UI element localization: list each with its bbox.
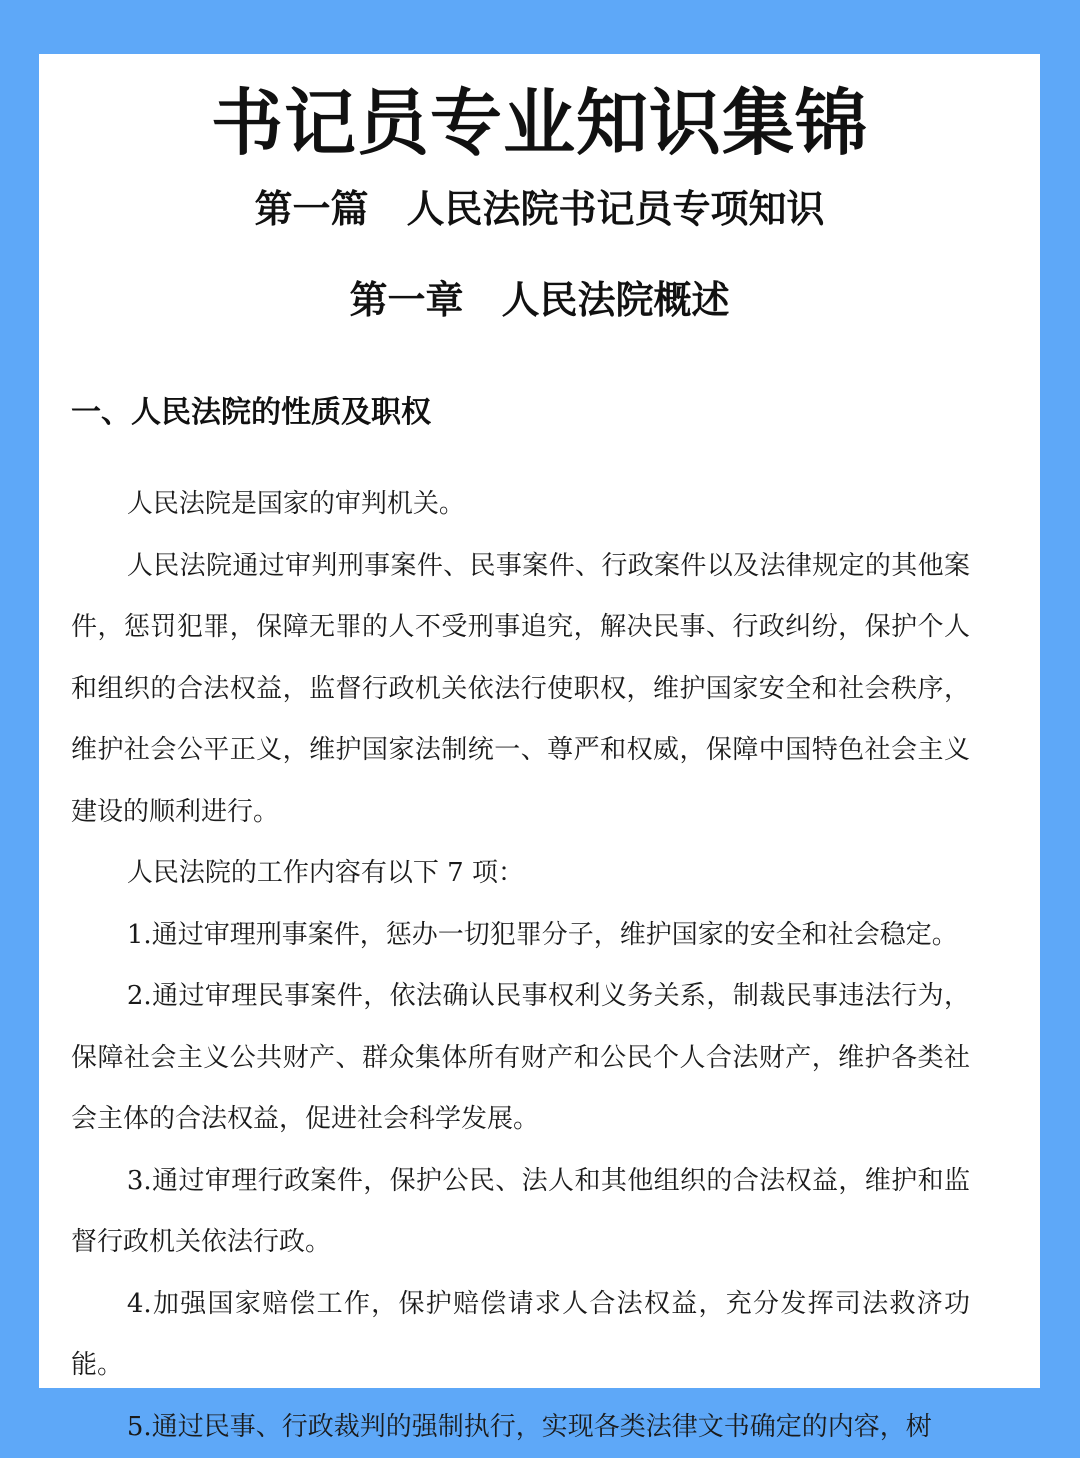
paragraph: 1.通过审理刑事案件，惩办一切犯罪分子，维护国家的安全和社会稳定。 [71, 905, 970, 967]
document-page [39, 54, 1040, 1388]
body-text [71, 474, 970, 1458]
paragraph: 5.通过民事、行政裁判的强制执行，实现各类法律文书确定的内容，树 [71, 1397, 970, 1458]
paragraph: 人民法院的工作内容有以下 7 项： [71, 843, 970, 905]
chapter-title: 第一章 人民法院概述 [39, 275, 1040, 325]
document-title: 书记员专业知识集锦 [39, 80, 1040, 166]
section-heading: 一、人民法院的性质及职权 [71, 392, 431, 434]
paragraph: 4.加强国家赔偿工作，保护赔偿请求人合法权益，充分发挥司法救济功能。 [71, 1274, 970, 1397]
paragraph: 人民法院通过审判刑事案件、民事案件、行政案件以及法律规定的其他案件，惩罚犯罪，保障无罪的人不受刑事追究，解决民事、行政纠纷，保护个人和组织的合法权益，监督行政机关依法行使职权，维护国家安全和社会秩序，维护社会公平正义，维护国家法制统一、尊严和权威，保障中国特色社会主义建设的顺利进行。 [71, 536, 970, 844]
paragraph: 2.通过审理民事案件，依法确认民事权利义务关系，制裁民事违法行为，保障社会主义公共财产、群众集体所有财产和公民个人合法财产，维护各类社会主体的合法权益，促进社会科学发展。 [71, 966, 970, 1151]
paragraph: 人民法院是国家的审判机关。 [71, 474, 970, 536]
paragraph: 3.通过审理行政案件，保护公民、法人和其他组织的合法权益，维护和监督行政机关依法行政。 [71, 1151, 970, 1274]
part-title: 第一篇 人民法院书记员专项知识 [39, 184, 1040, 234]
